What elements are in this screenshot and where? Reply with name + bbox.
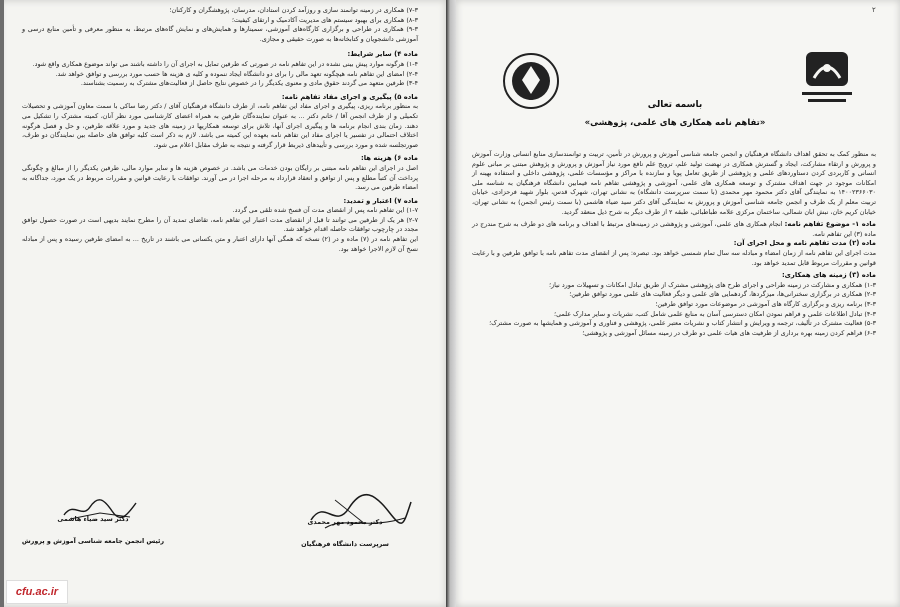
article7-item-1: ۱-۷) این تفاهم نامه پس از انقضای مدت آن فسخ شده تلقی می گردد. bbox=[232, 206, 418, 215]
article2-heading: ماده (۲) مدت تفاهم نامه و محل اجرای آن: bbox=[733, 239, 876, 248]
article7-heading: ماده ۷) اعتبار و تمدید: bbox=[343, 196, 418, 205]
university-logo-icon bbox=[792, 48, 862, 110]
left-item-2: ۸-۳) همکاری برای بهبود سیستم های مدیریت آکادمیک و ارتقای کیفیت؛ bbox=[231, 15, 418, 24]
article4-item-1: ۱-۴) هرگونه موارد پیش بینی نشده در این تفاهم نامه در صورتی که طرفین تمایل به اجرای آن را داشته باشند می تواند موضوع همکاری واقع شود. bbox=[32, 59, 418, 68]
association-logo-icon bbox=[500, 50, 562, 112]
article4-heading: ماده ۴) سایر شرایط: bbox=[347, 50, 418, 59]
left-item-3: ۹-۳) همکاری در طراحی و برگزاری کارگاه‌های آموزشی، سمینارها و همایش‌های و نمایش گاه‌های مرتبط، به منظور معرفی و تأمین منابع درسی و آموزشی دانشجویان و کتابخانه‌ها به صورت حقیقی و مجازی. bbox=[22, 25, 418, 43]
article6-heading: ماده ۶) هزینه ها: bbox=[360, 154, 418, 163]
signature-right-name: دکتر محمود مهر محمدی bbox=[307, 518, 383, 526]
signature-right bbox=[270, 518, 420, 548]
article3-item-2: ۲-۳) همکاری در برگزاری سخنرانی‌ها، میزگردها، گردهمایی های علمی و دیگر فعالیت های علمی مورد توافق طرفین؛ bbox=[569, 290, 876, 299]
article1-text: انجام همکاری های علمی، آموزشی و پژوهشی در زمینه‌های مرتبط با اهداف و برنامه های دو طرف به شرح مندرج در ماده (۳) این تفاهم نامه. bbox=[472, 220, 876, 238]
signature-left-name: دکتر سید ضیاء هاشمی bbox=[57, 515, 129, 523]
article5-text: به منظور برنامه ریزی، پیگیری و اجرای مفاد این تفاهم نامه، از طرف دانشگاه فرهنگیان آقای / دکتر رضا ساکی با سمت معاون آموزشی و تحصیلات تکمیلی و از طرف انجمن آقا / خانم دکتر ... به عنوان نماینده‌گان طرفین به همراه اعضای کارشناسی مورد نظر آنان، کمیته مشترک را تشکیل می دهند. زمان بندی انجام برنامه ها و پیگیری اجرای آنها، تلاش برای توسعه همکاریها در زمینه های جدید و مورد علاقه طرفین، و حل و فصل هرگونه اختلاف احتمالی در تفسیر یا اجرای مفاد این تفاهم نامه بعهده این کمیته می باشد. لازم به ذکر است کلیه توافق های حاصله بین نمایندگان دو طرف، صورتجلسه شده و مورد بررسی و تأییدهای ذیربط قرار گرفته و نتیجه به طرف مقابل اعلام می شود. bbox=[22, 102, 418, 149]
article4-item-2: ۲-۴) امضای این تفاهم نامه هیچگونه تعهد مالی را برای دو دانشگاه ایجاد ننموده و کلیه ی هزینه ها حسب مورد بررسی و توافق خواهد شد. bbox=[55, 69, 418, 78]
article3-item-6: ۶-۳) فراهم کردن زمینه بهره برداری از ظرفیت های هیات علمی دو طرف در زمینه مسائل آموزشی و پژوهشی؛ bbox=[582, 328, 876, 337]
intro-text: به منظور کمک به تحقق اهداف دانشگاه فرهنگیان و انجمن جامعه شناسی آموزش و پرورش در تأمین، تربیت و توانمندسازی منابع انسانی وزارت آموزش و پرورش و ارتقاء مشارکت، ایجاد و گسترش همکاری در نهضت تولید علم، ترویج علم نافع مورد نیاز آموزش و پرورش و پژوهش مبتنی بر مبانی علوم انسانی و کاربردی کردن دستاوردهای علمی و پژوهشی از طریق تعامل پویا و سازنده با مراکز و مؤسسات علمی، پژوهشی داخلی و استفاده بهینه از امکانات موجود در جهت اهداف مشترک و توسعه همکاری های علمی، آموزشی و پژوهشی تفاهم نامه فیمابین دانشگاه فرهنگیان به شناسه ملی ۱۴۰۰۲۳۶۶۰۳۰ به نمایندگی آقای دکتر محمود مهر محمدی (با سمت سرپرست دانشگاه) به نشانی تهران، شهرک قدس، بلوار شهید فرحزادی، خیابان تربیت معلم از یک طرف و انجمن جامعه شناسی آموزش و پرورش به نمایندگی آقای دکتر سید ضیاء هاشمی (با سمت رئیس انجمن) به نشانی تهران، خیابان کریم خان، نبش ابان شمالی، ساختمان مرکزی علامه طباطبائی، طبقه ۲ از طرف دیگر به شرح ذیل منعقد گردید. bbox=[472, 150, 876, 216]
page-number: ۲ bbox=[872, 6, 876, 14]
watermark[interactable]: cfu.ac.ir bbox=[6, 580, 68, 604]
article3-heading: ماده (۳) زمینه های همکاری: bbox=[781, 271, 876, 280]
left-item-1: ۷-۳) همکاری در زمینه توانمند سازی و روزآمد کردن استادان، مدرسان، پژوهشگران و کارکنان؛ bbox=[169, 6, 418, 14]
article1-heading: ماده ۱- موضوع تفاهم نامه: bbox=[784, 220, 876, 229]
article5-heading: ماده ۵) پیگیری و اجرای مفاد تفاهم نامه: bbox=[281, 92, 418, 101]
document-title: «تفاهم نامه همکاری های علمی، پژوهشی» bbox=[584, 118, 766, 128]
article6-text: اصل در اجرای این تفاهم نامه مبتنی بر رایگان بودن خدمات می باشد. در خصوص هزینه ها و سایر موارد مالی، طرفین یکدیگر را از مبالغ و چگونگی پرداخت آن کتباً مطلع و پس از توافق و انعقاد قرارداد به مرحله اجرا در می آورند. توافقات با رعایت قوانین و مقررات مربوط در یک مورد، جداگانه به امضاء طرفین می رسد. bbox=[22, 163, 418, 192]
article7-item-3: این تفاهم نامه در (۷) ماده و در (۲) نسخه که همگی آنها دارای اعتبار و متن یکسانی می باشند در تاریخ ... به امضای طرفین رسیده و پس از مبادله نسخ آن لازم الاجرا خواهد بود. bbox=[22, 235, 418, 253]
article1-line bbox=[472, 220, 876, 239]
article4-item-3: ۳-۴) طرفین متعهد می گردند حقوق مادی و معنوی یکدیگر را در خصوص نتایج حاصل از فعالیت‌های مشترک به رسمیت بشناسند. bbox=[80, 79, 418, 88]
signature-right-title: سرپرست دانشگاه فرهنگیان bbox=[301, 540, 389, 548]
right-page-text bbox=[472, 150, 876, 338]
article3-item-4: ۴-۳) تبادل اطلاعات علمی و فراهم نمودن امکان دسترسی آسان به منابع علمی شامل کتب، نشریات و سایر مدارک علمی؛ bbox=[554, 309, 876, 318]
article3-item-5: ۵-۳) فعالیت مشترک در تألیف، ترجمه و ویرایش و انتشار کتاب و نشریات معتبر علمی، پژوهشی و فناوری و آموزشی و همایشها به صورت مشترک؛ bbox=[489, 319, 876, 328]
article3-item-3: ۳-۳) برنامه ریزی و برگزاری کارگاه های آموزشی در موضوعات مورد توافق طرفین؛ bbox=[655, 299, 876, 308]
article7-item-2: ۲-۷) هر یک از طرفین می توانند تا قبل از انقضای مدت اعتبار این تفاهم نامه، تقاضای تمدید آن را مطرح نمایند بدیهی است در صورت حصول توافق مجدد در چارچوب توافقات حاصله اقدام خواهد شد. bbox=[22, 215, 418, 234]
article2-text: مدت اجرای این تفاهم نامه از زمان امضاء و مبادله سه سال تمام شمسی خواهد بود. تبصره: پس از انقضای مدت تفاهم نامه با توافق طرفین و با رعایت قوانین و مقررات مربوط قابل تمدید خواهد بود. bbox=[472, 248, 876, 267]
article3-item-1: ۱-۳) همکاری و مشارکت در زمینه طراحی و اجرای طرح های پژوهشی مشترک از طریق تبادل امکانات و تسهیلات مورد نیاز؛ bbox=[549, 280, 876, 289]
signature-left bbox=[18, 515, 168, 545]
scan-edge bbox=[0, 0, 4, 607]
page-gutter bbox=[446, 0, 456, 607]
basmala: باسمه تعالی bbox=[647, 100, 703, 110]
left-page-text bbox=[22, 6, 418, 254]
signature-left-title: رئیس انجمن جامعه شناسی آموزش و پرورش bbox=[21, 537, 165, 545]
